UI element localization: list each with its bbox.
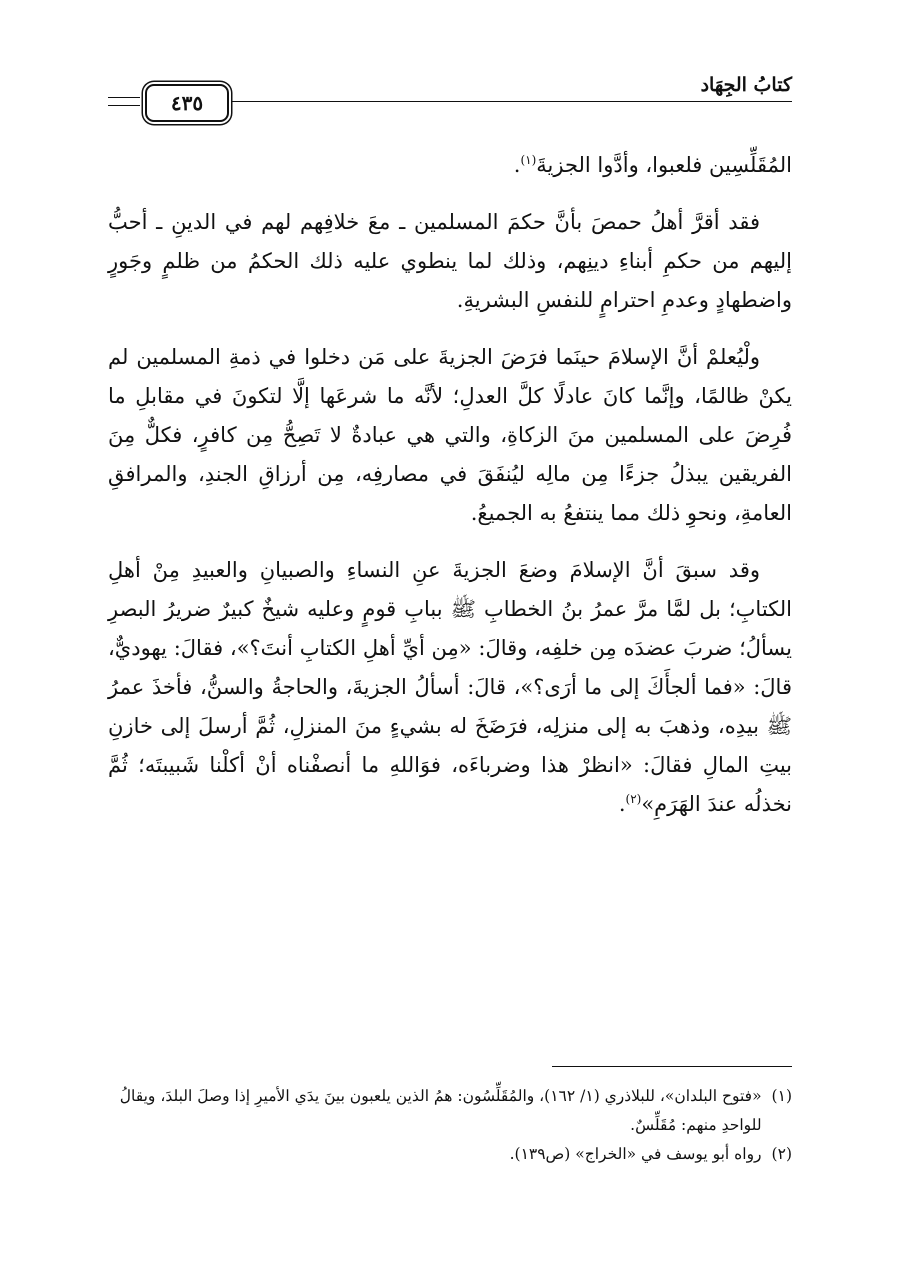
footnote-text: رواه أبو يوسف في «الخراج» (ص١٣٩). <box>509 1145 762 1163</box>
footnote-number: (٢) <box>771 1145 792 1163</box>
paragraph-text: فقد أقرَّ أهلُ حمصَ بأنَّ حكمَ المسلمين ـ معَ خلافِهم لهم في الدينِ ـ أحبُّ إليهم من حكمِ أبناءِ دينِهم، وذلك لما ينطوي عليه ذلك الحكمُ من ظلمٍ وجَورٍ واضطهادٍ وعدمِ احترامٍ للنفسِ البشريةِ. <box>108 210 792 312</box>
footnote-ref-1[interactable]: (١) <box>520 153 537 167</box>
footnote-text: «فتوح البلدان»، للبلاذري (١/ ١٦٢)، والمُقَلِّسُون: همُ الذين يلعبون بينَ يدَي الأميرِ إذا وصلَ البلدَ، ويقالُ للواحدِ منهم: مُقَلِّسٌ. <box>119 1087 762 1134</box>
page-number: ٤٣٥ <box>170 91 204 115</box>
footnote-number: (١) <box>771 1087 792 1105</box>
paragraph-text: ولْيُعلمْ أنَّ الإسلامَ حينَما فرَضَ الجزيةَ على مَن دخلوا في ذمةِ المسلمين لم يكنْ ظالمًا، وإنَّما كانَ عادلًا كلَّ العدلِ؛ لأنَّه ما شرعَها إلَّا لتكونَ في مقابلِ ما فُرِضَ على المسلمين منَ الزكاةِ، والتي هي عبادةٌ لا تَصِحُّ مِن كافرٍ، فكلٌّ مِنَ الفريقين يبذلُ جزءًا مِن مالِه ليُنفَقَ في مصارفِه، مِن أرزاقِ الجندِ، والمرافقِ العامةِ، ونحوِ ذلك مما ينتفعُ به الجميعُ. <box>108 345 792 525</box>
paragraph-2 <box>108 203 792 320</box>
header-rule-left-lower <box>108 105 140 106</box>
paragraph-tail: . <box>513 153 521 177</box>
paragraph-4 <box>108 551 792 824</box>
running-header-title: كتابُ الجِهَاد <box>700 74 792 96</box>
footnote-separator <box>552 1066 792 1067</box>
paragraph-tail: . <box>618 792 626 816</box>
paragraph-1 <box>108 146 792 185</box>
footnote-2 <box>108 1140 792 1169</box>
paragraph-3 <box>108 338 792 533</box>
main-text <box>108 146 792 842</box>
header-rule-left-upper <box>108 97 140 98</box>
footnote-1 <box>108 1082 792 1140</box>
page-number-badge <box>145 84 229 122</box>
paragraph-text: المُقَلِّسِين فلعبوا، وأدَّوا الجزيةَ <box>536 153 792 177</box>
footnote-ref-2[interactable]: (٢) <box>625 792 642 806</box>
header-rule-right <box>232 101 792 102</box>
paragraph-text: وقد سبقَ أنَّ الإسلامَ وضعَ الجزيةَ عنِ النساءِ والصبيانِ والعبيدِ مِنْ أهلِ الكتابِ؛ بل لمَّا مرَّ عمرُ بنُ الخطابِ ﷺ ببابِ قومٍ وعليه شيخٌ كبيرٌ ضريرُ البصرِ يسألُ؛ ضربَ عضدَه مِن خلفِه، وقالَ: «مِن أيِّ أهلِ الكتابِ أنتَ؟»، فقالَ: يهوديٌّ، قالَ: «فما ألجأَكَ إلى ما أرَى؟»، قالَ: أسألُ الجزيةَ، والحاجةُ والسنُّ، فأخذَ عمرُ ﷺ بيدِه، وذهبَ به إلى منزلِه، فرَضَخَ له بشيءٍ منَ المنزلِ، ثُمَّ أرسلَ إلى خازنِ بيتِ المالِ فقالَ: «انظرْ هذا وضرباءَه، فوَاللهِ ما أنصفْناه أنْ أكلْنا شَبيبتَه؛ ثُمَّ نخذلُه عندَ الهَرَمِ» <box>108 558 792 816</box>
footnotes <box>108 1082 792 1169</box>
